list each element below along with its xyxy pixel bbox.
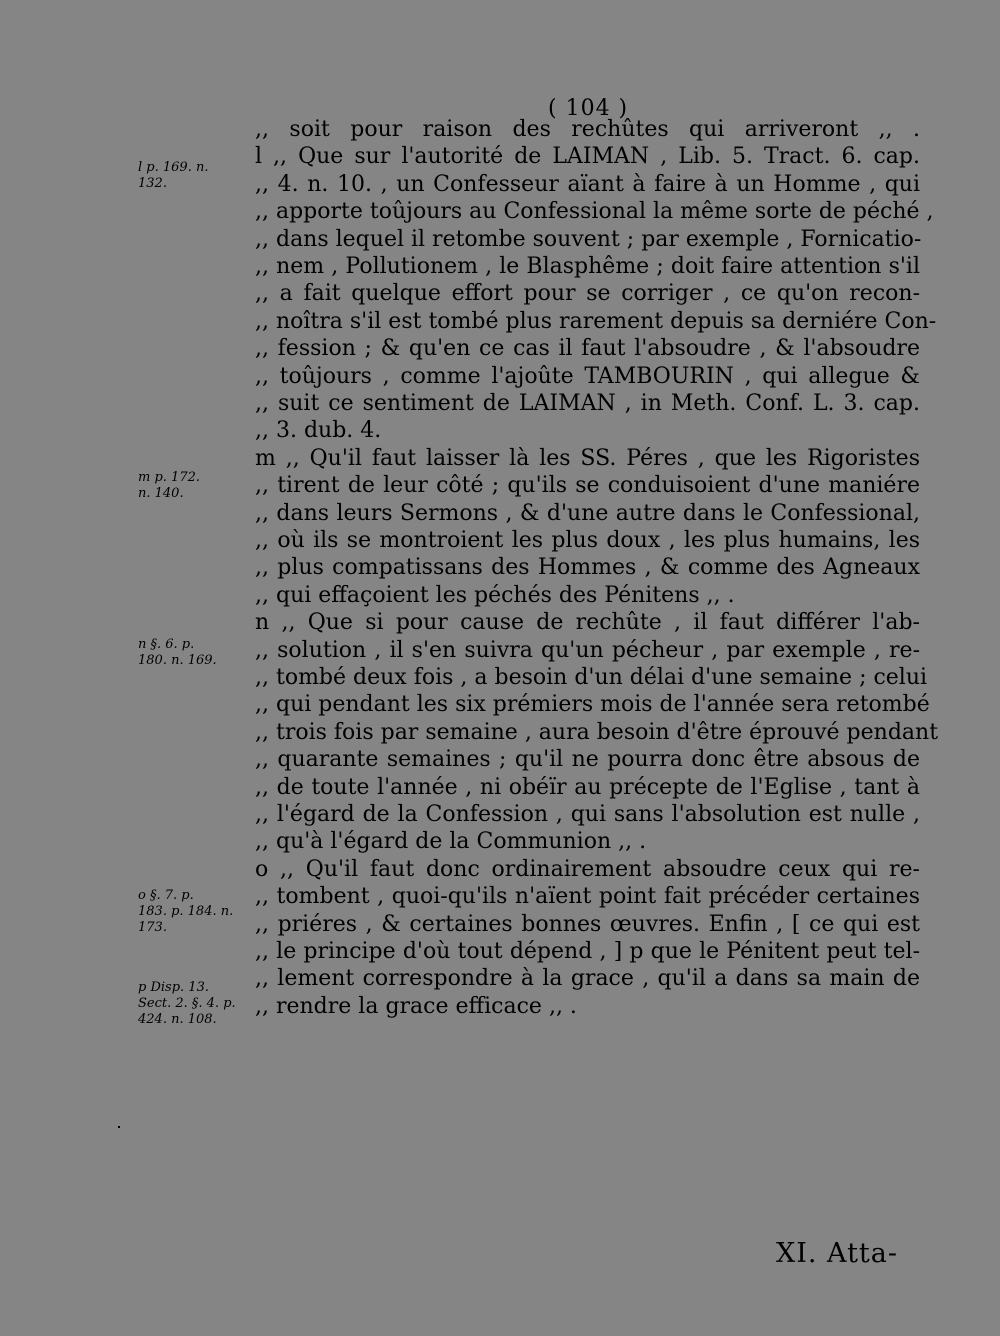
text-line: ,, le principe d'où tout dépend , ] p que le Pénitent peut tel- <box>255 939 920 964</box>
marginal-note-p <box>138 980 258 1028</box>
text-line: ,, soit pour raison des rechûtes qui arriveront ,, . <box>255 117 920 142</box>
marginal-note-line: o §. 7. p. <box>138 888 194 903</box>
text-line: ,, nem , Pollutionem , le Blasphême ; doit faire attention s'il <box>255 254 920 279</box>
text-line: ,, apporte toûjours au Confessional la même sorte de péché , <box>255 199 934 225</box>
marginal-note-o <box>138 888 258 936</box>
text-line: ,, qui pendant les six prémiers mois de l'année sera retombé <box>255 692 930 718</box>
marginal-note-line: 183. p. 184. n. <box>138 904 234 919</box>
text-line: ,, 3. dub. 4. <box>255 418 382 444</box>
text-line: ,, dans lequel il retombe souvent ; par exemple , Fornicatio- <box>255 226 922 252</box>
text-line: n ,, Que si pour cause de rechûte , il faut différer l'ab- <box>255 610 920 636</box>
text-line: o ,, Qu'il faut donc ordinairement absoudre ceux qui re- <box>255 856 920 882</box>
marginal-note-n <box>138 637 258 669</box>
text-line: ,, lement correspondre à la grace , qu'il a dans sa main de <box>255 966 920 992</box>
catchword: XI. Atta- <box>776 1238 898 1269</box>
text-line: ,, dans leurs Sermons , & d'une autre dans le Confessional, <box>255 500 920 526</box>
text-line: ,, de toute l'année , ni obéïr au précepte de l'Eglise , tant à <box>255 774 920 800</box>
marginal-note-line: Sect. 2. §. 4. p. <box>138 996 236 1011</box>
text-line: ,, qui effaçoient les péchés des Pénitens ,, . <box>255 582 735 608</box>
text-line: ,, trois fois par semaine , aura besoin d'être éprouvé pendant <box>255 719 939 745</box>
marginal-note-line: 180. n. 169. <box>138 653 217 668</box>
marginal-note-line: p Disp. 13. <box>138 980 209 995</box>
marginal-note-line: l p. 169. n. <box>138 160 209 175</box>
text-line: ,, a fait quelque effort pour se corriger , ce qu'on recon- <box>255 281 920 307</box>
text-line: ,, plus compatissans des Hommes , & comme des Agneaux <box>255 555 920 581</box>
text-line: ,, où ils se montroient les plus doux , les plus humains, les <box>255 528 920 553</box>
marginal-note-line: n. 140. <box>138 486 184 501</box>
text-line: ,, tombent , quoi-qu'ils n'aïent point fait précéder certaines <box>255 884 920 910</box>
marginal-note-line: 132. <box>138 176 167 191</box>
text-line: ,, quarante semaines ; qu'il ne pourra donc être absous de <box>255 747 920 773</box>
text-line: ,, qu'à l'égard de la Communion ,, . <box>255 829 647 855</box>
marginal-note-line: 424. n. 108. <box>138 1012 217 1027</box>
text-line: ,, tombé deux fois , a besoin d'un délai d'une semaine ; celui <box>255 665 928 690</box>
text-line: ,, noîtra s'il est tombé plus rarement depuis sa derniére Con- <box>255 308 937 334</box>
text-line: ,, priéres , & certaines bonnes œuvres. Enfin , [ ce qui est <box>255 911 920 937</box>
text-line: ,, rendre la grace efficace ,, . <box>255 993 577 1019</box>
text-line: ,, toûjours , comme l'ajoûte TAMBOURIN , qui allegue & <box>255 363 920 389</box>
text-line: l ,, Que sur l'autorité de LAIMAN , Lib. 5. Tract. 6. cap. <box>255 144 920 170</box>
marginal-note-line: m p. 172. <box>138 470 200 485</box>
text-line: m ,, Qu'il faut laisser là les SS. Péres , que les Rigoristes <box>255 445 920 471</box>
marginal-note-line: n §. 6. p. <box>138 637 195 652</box>
text-line: ,, suit ce sentiment de LAIMAN , in Meth. Conf. L. 3. cap. <box>255 391 920 416</box>
ink-speck <box>118 1126 120 1128</box>
text-line: ,, l'égard de la Confession , qui sans l'absolution est nulle , <box>255 802 920 827</box>
text-line: ,, 4. n. 10. , un Confesseur aïant à faire à un Homme , qui <box>255 171 920 197</box>
marginal-note-m <box>138 470 258 502</box>
page-number: ( 104 ) <box>548 96 629 121</box>
marginal-note-line: 173. <box>138 920 167 935</box>
text-line: ,, solution , il s'en suivra qu'un pécheur , par exemple , re- <box>255 637 920 663</box>
text-line: ,, tirent de leur côté ; qu'ils se conduisoient d'une maniére <box>255 473 920 499</box>
text-line: ,, fession ; & qu'en ce cas il faut l'absoudre , & l'absoudre <box>255 336 920 362</box>
marginal-note-l <box>138 160 258 192</box>
